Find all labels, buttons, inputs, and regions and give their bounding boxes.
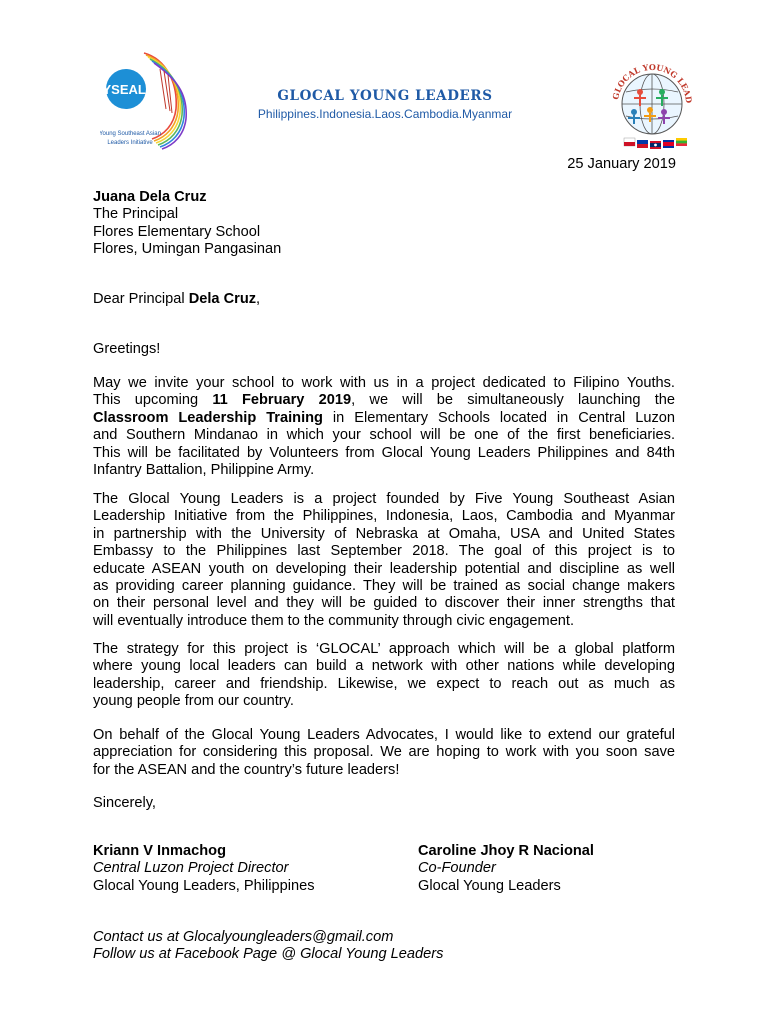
signatory-role: Co-Founder bbox=[418, 860, 496, 877]
svg-text:Leaders Initiative: Leaders Initiative bbox=[107, 140, 153, 146]
signatory-org: Glocal Young Leaders bbox=[418, 877, 561, 894]
signatory-1 bbox=[93, 843, 315, 895]
paragraph-project-background: The Glocal Young Leaders is a project founded by Five Young Southeast Asian Leadership Initiative from the Philippines, Indonesia, Laos, Cambodia and Myanmar in partnership with the University of Nebraska at Omaha, USA and United States Embassy to the Philippines last September 2018. The goal of this project is to educate ASEAN youth on developing their leadership potential and discipline as well as providing career planning guidance. They will be trained as social change makers on their personal level and they will be guided to discover their inner strengths that will eventually introduce them to the community through civic engagement. bbox=[93, 491, 675, 629]
contact-facebook-line: Follow us at Facebook Page @ Glocal Young Leaders bbox=[93, 946, 444, 963]
signatory-name: Caroline Jhoy R Nacional bbox=[418, 843, 594, 859]
closing: Sincerely, bbox=[93, 795, 156, 811]
contact-email-line: Contact us at Glocalyoungleaders@gmail.com bbox=[93, 929, 394, 945]
signatory-name: Kriann V Inmachog bbox=[93, 843, 226, 859]
signatory-role: Central Luzon Project Director bbox=[93, 860, 289, 877]
paragraph-appreciation: On behalf of the Glocal Young Leaders Advocates, I would like to extend our grateful appreciation for considering this proposal. We are hoping to work with you soon save for the ASEAN and the country’s future leaders! bbox=[93, 727, 675, 778]
glocal-globe-logo-icon bbox=[604, 52, 700, 158]
signatory-org: Glocal Young Leaders, Philippines bbox=[93, 877, 315, 894]
letter-date: 25 January 2019 bbox=[567, 156, 676, 172]
recipient-name: Juana Dela Cruz bbox=[93, 189, 207, 205]
recipient-address-line: Flores, Umingan Pangasinan bbox=[93, 241, 282, 258]
recipient-title: The Principal bbox=[93, 206, 179, 223]
yseali-logo-text: YSEALI bbox=[102, 82, 150, 97]
svg-text:Young Southeast Asian: Young Southeast Asian bbox=[100, 131, 161, 137]
org-countries: Philippines.Indonesia.Laos.Cambodia.Myanmar bbox=[257, 107, 513, 121]
paragraph-invitation: May we invite your school to work with us in a project dedicated to Filipino Youths. This upcoming 11 February 2019, we will be simultaneously launching the Classroom Leadership Training in Elementary Schools located in Central Luzon and Southern Mindanao in which your school will be one of the first beneficiaries. This will be facilitated by Volunteers from Glocal Young Leaders Philippines and 84th Infantry Battalion, Philippine Army. bbox=[93, 375, 675, 479]
recipient-school: Flores Elementary School bbox=[93, 223, 261, 240]
signatory-2 bbox=[418, 843, 594, 895]
yseali-logo-icon bbox=[100, 49, 192, 155]
contact-info bbox=[93, 929, 443, 964]
recipient-address bbox=[93, 189, 281, 259]
greeting: Greetings! bbox=[93, 341, 161, 357]
letterhead bbox=[200, 88, 570, 122]
salutation: Dear Principal Dela Cruz, bbox=[93, 291, 261, 307]
svg-text:GLOCAL YOUNG LEADERS: GLOCAL YOUNG LEAD bbox=[610, 61, 695, 104]
org-name: GLOCAL YOUNG LEADERS bbox=[277, 88, 493, 104]
paragraph-strategy: The strategy for this project is ‘GLOCAL’ approach which will be a global platform where young local leaders can build a network with other nations while developing leadership, career and friendship. Likewise, we expect to reach out as much as young people from our country. bbox=[93, 641, 675, 710]
